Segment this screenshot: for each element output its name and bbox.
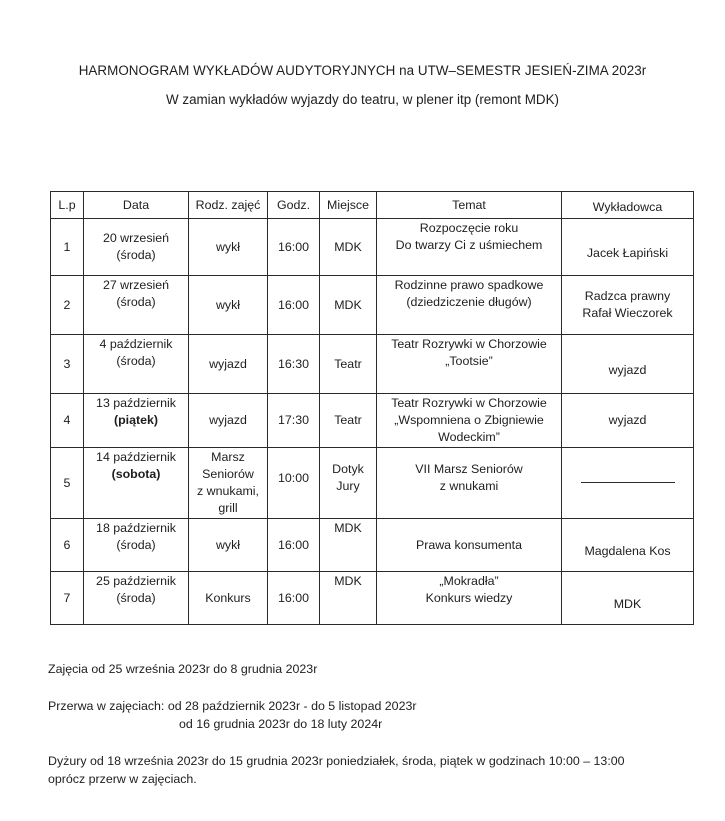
cell-place: Teatr: [320, 394, 377, 448]
table-row: [51, 276, 694, 335]
schedule-table: [50, 191, 694, 625]
cell-time: 16:00: [268, 276, 320, 335]
cell-date: 25 październik (środa): [84, 572, 189, 625]
cell-lp: 1: [51, 219, 84, 276]
cell-lecturer: wyjazd: [562, 335, 694, 394]
cell-topic: „Mokradła” Konkurs wiedzy: [377, 572, 562, 625]
table-row: [51, 394, 694, 448]
cell-lp: 6: [51, 519, 84, 572]
cell-date: 14 październik (sobota): [84, 448, 189, 519]
cell-topic: Rodzinne prawo spadkowe (dziedziczenie długów): [377, 276, 562, 335]
cell-time: 16:00: [268, 572, 320, 625]
header-type: Rodz. zajęć: [189, 192, 268, 219]
empty-dash: [581, 482, 675, 483]
header-topic: Temat: [377, 192, 562, 219]
duty-note-line1: Dyżury od 18 września 2023r do 15 grudnia 2023r poniedziałek, środa, piątek w godzinach 10:00 – 13:00: [48, 754, 625, 768]
cell-lp: 2: [51, 276, 84, 335]
cell-lecturer: wyjazd: [562, 394, 694, 448]
cell-type: wykł: [189, 219, 268, 276]
cell-place: Teatr: [320, 335, 377, 394]
cell-place: MDK: [320, 219, 377, 276]
table-row: [51, 219, 694, 276]
cell-lecturer: Radzca prawny Rafał Wieczorek: [562, 276, 694, 335]
cell-date: 20 wrzesień (środa): [84, 219, 189, 276]
cell-lp: 4: [51, 394, 84, 448]
cell-time: 10:00: [268, 448, 320, 519]
cell-time: 16:00: [268, 219, 320, 276]
cell-place: MDK: [320, 519, 377, 572]
cell-date: 13 październik (piątek): [84, 394, 189, 448]
cell-date: 4 październik (środa): [84, 335, 189, 394]
cell-topic: VII Marsz Seniorów z wnukami: [377, 448, 562, 519]
break-note-line1: Przerwa w zajęciach: od 28 październik 2023r - do 5 listopad 2023r: [48, 699, 417, 713]
cell-date: 18 październik (środa): [84, 519, 189, 572]
header-lecturer: Wykładowca: [562, 192, 694, 219]
cell-time: 17:30: [268, 394, 320, 448]
cell-lecturer: MDK: [562, 572, 694, 625]
cell-type: Konkurs: [189, 572, 268, 625]
cell-date: 27 wrzesień (środa): [84, 276, 189, 335]
document-subtitle: W zamian wykładów wyjazdy do teatru, w plener itp (remont MDK): [166, 92, 559, 107]
table-row: [51, 572, 694, 625]
cell-topic: Teatr Rozrywki w Chorzowie „Tootsie”: [377, 335, 562, 394]
cell-time: 16:00: [268, 519, 320, 572]
duty-note-line2: oprócz przerw w zajęciach.: [48, 772, 197, 786]
cell-lecturer: Jacek Łapiński: [562, 219, 694, 276]
table-row: [51, 335, 694, 394]
table-row: [51, 519, 694, 572]
cell-time: 16:30: [268, 335, 320, 394]
cell-place: MDK: [320, 572, 377, 625]
cell-lp: 3: [51, 335, 84, 394]
table-row: [51, 448, 694, 519]
cell-lp: 5: [51, 448, 84, 519]
document-title: HARMONOGRAM WYKŁADÓW AUDYTORYJNYCH na UTW–SEMESTR JESIEŃ-ZIMA 2023r: [78, 63, 647, 78]
cell-type: Marsz Seniorów z wnukami, grill: [189, 448, 268, 519]
cell-topic: Prawa konsumenta: [377, 519, 562, 572]
cell-type: wyjazd: [189, 394, 268, 448]
classes-period-note: Zajęcia od 25 września 2023r do 8 grudnia 2023r: [48, 662, 318, 676]
cell-lecturer: Magdalena Kos: [562, 519, 694, 572]
cell-type: wykł: [189, 276, 268, 335]
cell-place: MDK: [320, 276, 377, 335]
table-header-row: [51, 192, 694, 219]
header-date: Data: [84, 192, 189, 219]
cell-type: wykł: [189, 519, 268, 572]
cell-place: Dotyk Jury: [320, 448, 377, 519]
cell-type: wyjazd: [189, 335, 268, 394]
header-time: Godz.: [268, 192, 320, 219]
break-note-line2: od 16 grudnia 2023r do 18 luty 2024r: [179, 717, 383, 731]
header-place: Miejsce: [320, 192, 377, 219]
header-lp: L.p: [51, 192, 84, 219]
cell-lp: 7: [51, 572, 84, 625]
cell-topic: Teatr Rozrywki w Chorzowie „Wspomniena o Zbigniewie Wodeckim”: [377, 394, 562, 448]
cell-topic: Rozpoczęcie roku Do twarzy Ci z uśmiechem: [377, 219, 562, 276]
cell-lecturer: [562, 448, 694, 519]
